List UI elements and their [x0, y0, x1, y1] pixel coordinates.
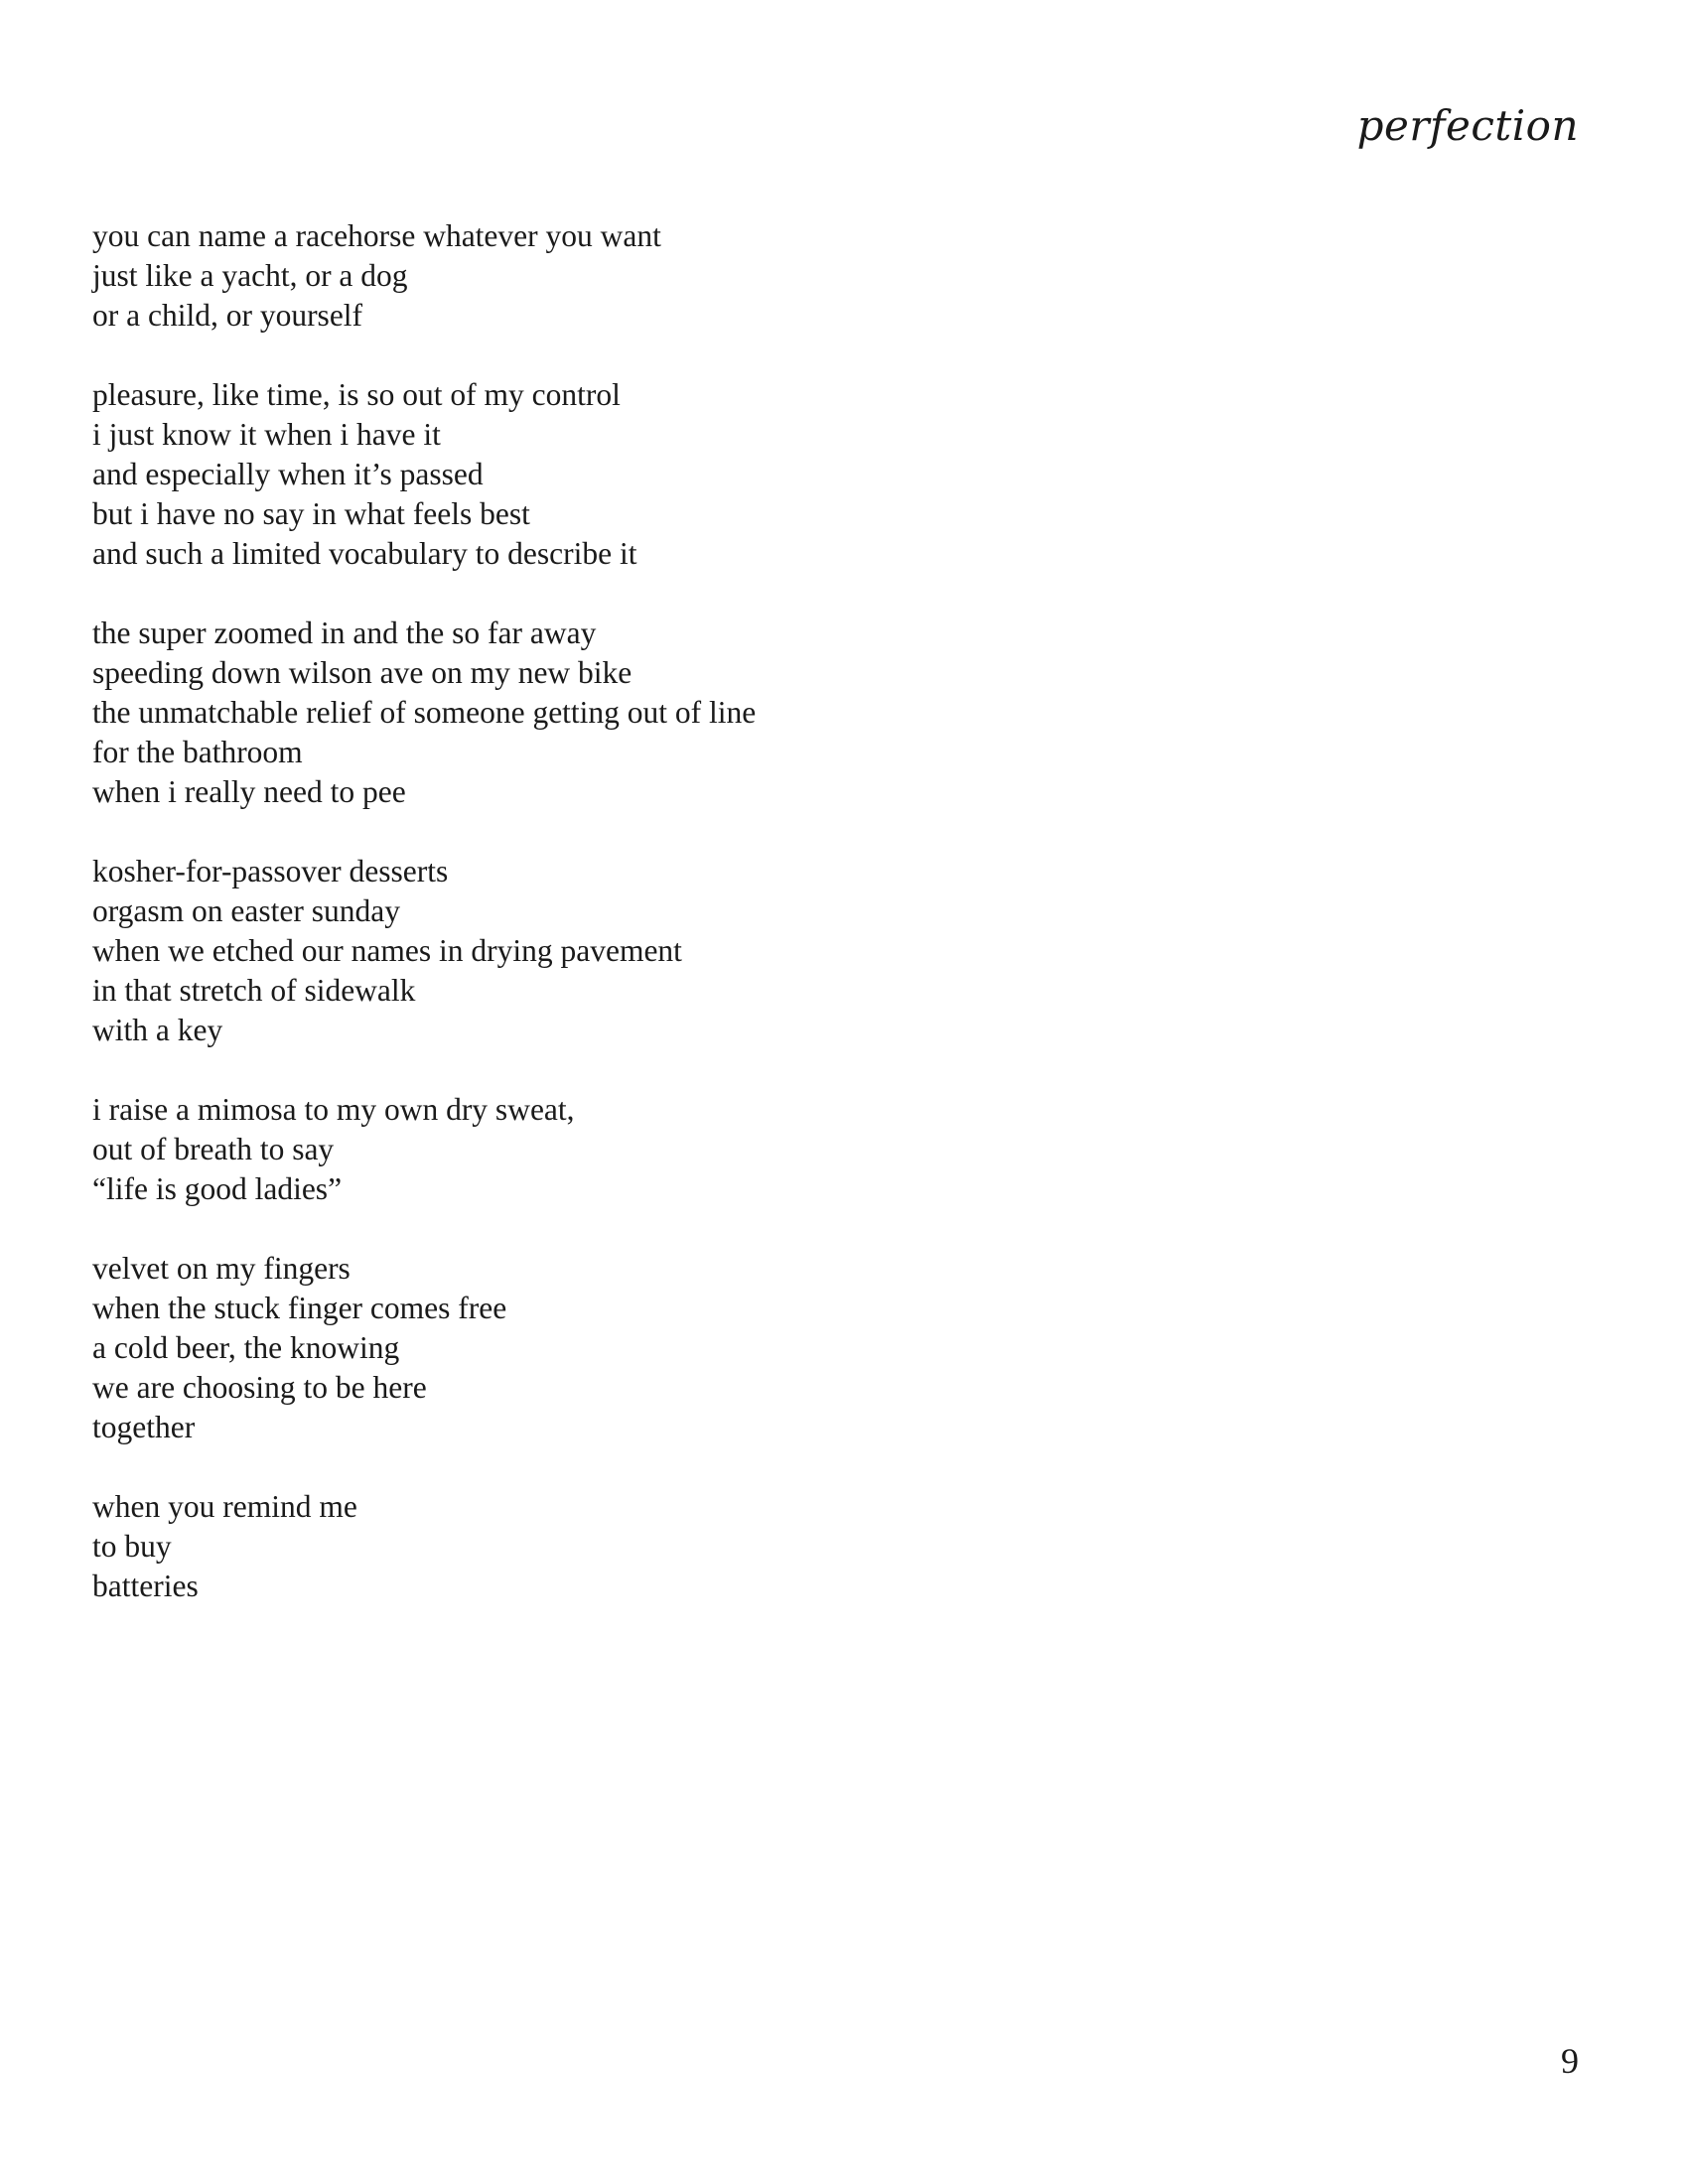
- stanza-6: [92, 1249, 1482, 1447]
- poem-line: we are choosing to be here: [92, 1370, 427, 1405]
- poem-line: kosher-for-passover desserts: [92, 854, 449, 888]
- poem-line: for the bathroom: [92, 735, 303, 769]
- poem-line: a cold beer, the knowing: [92, 1330, 400, 1365]
- poem-line: speeding down wilson ave on my new bike: [92, 655, 633, 690]
- poem-line: the unmatchable relief of someone getting out of line: [92, 695, 757, 730]
- poem-line: orgasm on easter sunday: [92, 893, 400, 928]
- poem-line: or a child, or yourself: [92, 298, 363, 333]
- stanza-5: [92, 1090, 1482, 1209]
- poem-line: to buy: [92, 1529, 172, 1564]
- poem-line: velvet on my fingers: [92, 1251, 351, 1286]
- poem-body: [92, 216, 1482, 1646]
- poem-line: just like a yacht, or a dog: [92, 258, 408, 293]
- poem-line: i raise a mimosa to my own dry sweat,: [92, 1092, 575, 1127]
- poem-line: in that stretch of sidewalk: [92, 973, 416, 1008]
- poem-line: i just know it when i have it: [92, 417, 441, 452]
- poem-line: “life is good ladies”: [92, 1171, 343, 1206]
- stanza-3: [92, 614, 1482, 812]
- poem-line: you can name a racehorse whatever you want: [92, 218, 661, 253]
- stanza-4: [92, 852, 1482, 1050]
- poem-line: and especially when it’s passed: [92, 457, 484, 491]
- poem-line: with a key: [92, 1013, 223, 1047]
- poem-line: but i have no say in what feels best: [92, 496, 530, 531]
- poem-line: when you remind me: [92, 1489, 357, 1524]
- poem-line: when the stuck finger comes free: [92, 1291, 507, 1325]
- poem-line: batteries: [92, 1569, 199, 1603]
- poem-line: the super zoomed in and the so far away: [92, 615, 597, 650]
- poem-line: pleasure, like time, is so out of my control: [92, 377, 621, 412]
- stanza-7: [92, 1487, 1482, 1606]
- poem-line: together: [92, 1410, 196, 1444]
- poem-line: when i really need to pee: [92, 774, 406, 809]
- poem-line: out of breath to say: [92, 1132, 335, 1166]
- stanza-2: [92, 375, 1482, 574]
- poem-line: and such a limited vocabulary to describe it: [92, 536, 637, 571]
- page-title: perfection: [1356, 101, 1579, 150]
- stanza-1: [92, 216, 1482, 336]
- poem-line: when we etched our names in drying pavement: [92, 933, 682, 968]
- page-number: 9: [1561, 2041, 1579, 2081]
